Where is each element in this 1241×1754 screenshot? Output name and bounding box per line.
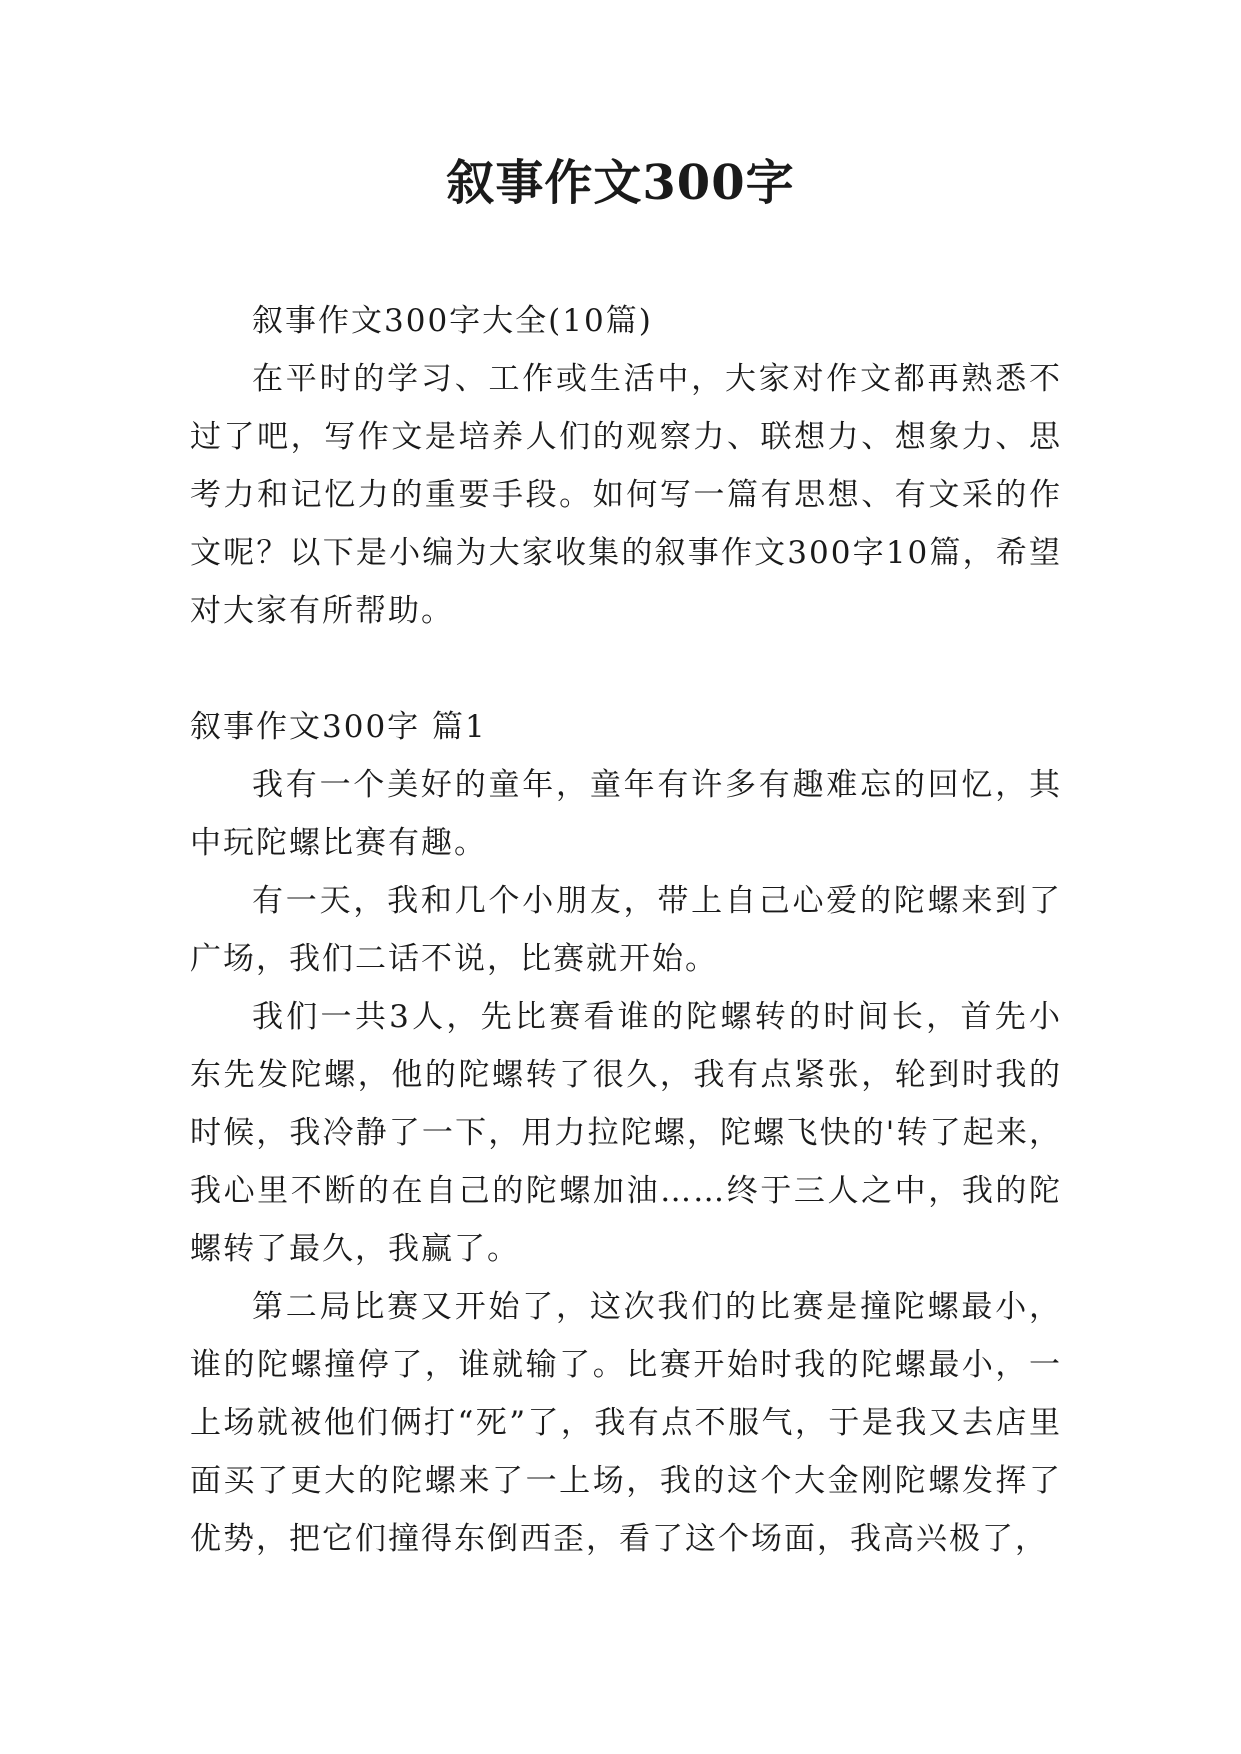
intro-paragraph: 在平时的学习、工作或生活中，大家对作文都再熟悉不过了吧，写作文是培养人们的观察力、联想力、想象力、思考力和记忆力的重要手段。如何写一篇有思想、有文采的作文呢？以下是小编为大家收集的叙事作文300字10篇，希望对大家有所帮助。 [190,361,1062,629]
document-title: 叙事作文300字 [446,155,795,211]
document-body [190,292,1062,1568]
body-paragraph-2: 有一天，我和几个小朋友，带上自己心爱的陀螺来到了广场，我们二话不说，比赛就开始。 [190,883,1062,977]
section-heading: 叙事作文300字 篇1 [190,709,487,745]
paragraph-spacer [190,640,1062,698]
body-paragraph-1: 我有一个美好的童年，童年有许多有趣难忘的回忆，其中玩陀螺比赛有趣。 [190,767,1062,861]
document-subtitle: 叙事作文300字大全(10篇) [252,303,653,339]
body-paragraph-4: 第二局比赛又开始了，这次我们的比赛是撞陀螺最小，谁的陀螺撞停了，谁就输了。比赛开始时我的陀螺最小，一上场就被他们俩打“死”了，我有点不服气，于是我又去店里面买了更大的陀螺来了一上场，我的这个大金刚陀螺发挥了优势，把它们撞得东倒西歪，看了这个场面，我高兴极了， [190,1289,1062,1557]
body-paragraph-3: 我们一共3人，先比赛看谁的陀螺转的时间长，首先小东先发陀螺，他的陀螺转了很久，我有点紧张，轮到时我的时候，我冷静了一下，用力拉陀螺，陀螺飞快的'转了起来，我心里不断的在自己的陀螺加油……终于三人之中，我的陀螺转了最久，我赢了。 [190,999,1062,1267]
